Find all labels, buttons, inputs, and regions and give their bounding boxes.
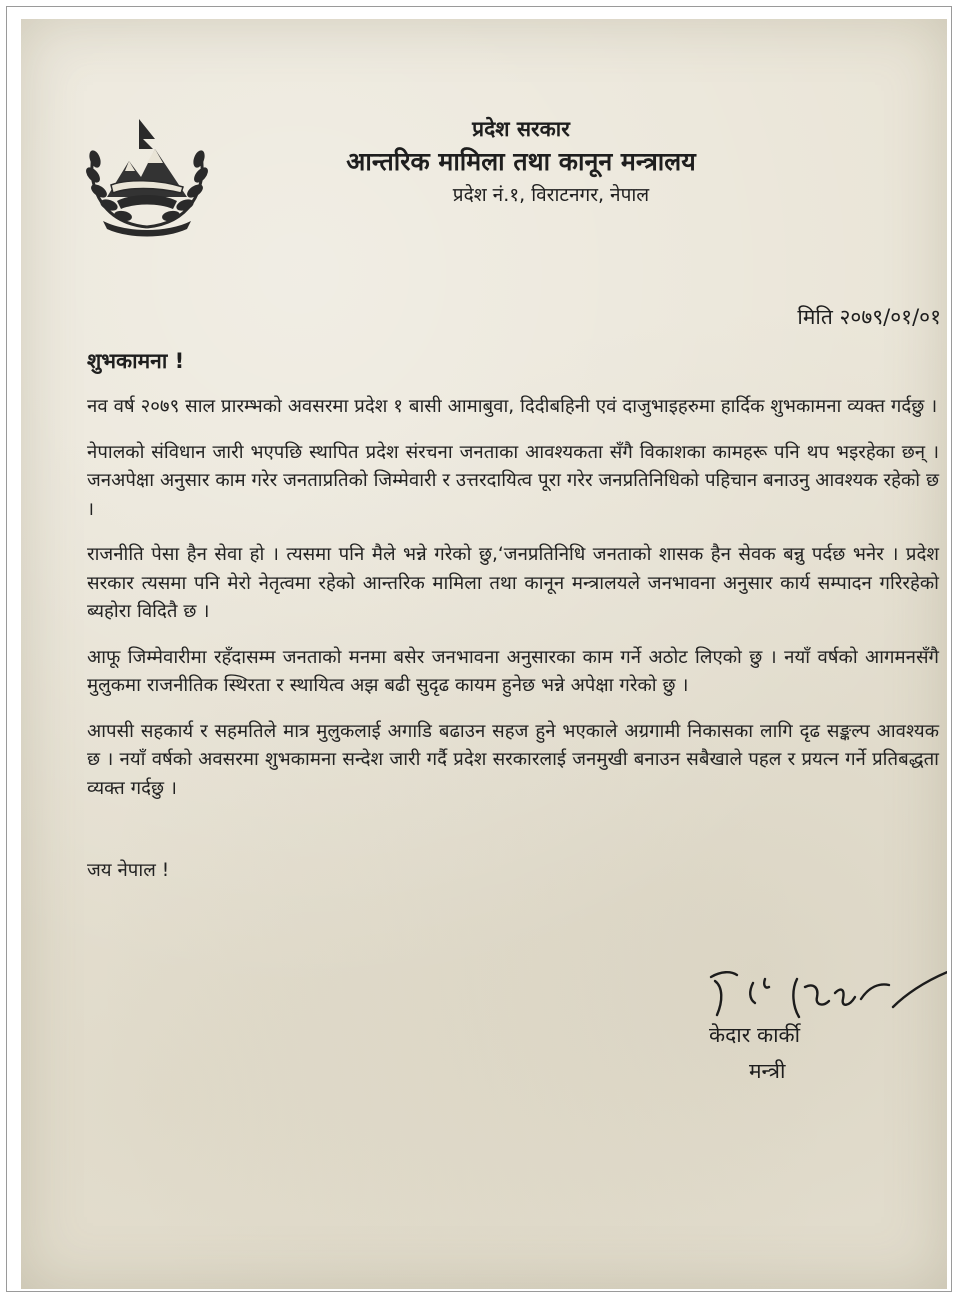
body-paragraph: नेपालको संविधान जारी भएपछि स्थापित प्रदेश संरचना जनताका आवश्यकता सँगै विकाशका कामहरू पनि थप भइरहेका छन् । जनअपेक्षा अनुसार काम गरेर जनताप्रतिको जिम्मेवारी र उत्तरदायित्व पूरा गरेर जनप्रतिनिधिको पहिचान बनाउनु आवश्यक रहेको छ । [87, 441, 940, 520]
signer-name: केदार कार्की [709, 1023, 801, 1047]
letterhead-address: प्रदेश नं.१, विराटनगर, नेपाल [452, 184, 650, 206]
letter-date: मिति २०७९/०१/०१ [797, 305, 941, 329]
body-paragraph: आफू जिम्मेवारीमा रहँदासम्म जनताको मनमा बसेर जनभावना अनुसारका काम गर्ने अठोट लिएको छु । नयाँ वर्षको आगमनसँगै मुलुकमा राजनीतिक स्थिरता र स्थायित्व अझ बढी सुदृढ कायम हुनेछ भन्ने अपेक्षा गरेको छु । [87, 646, 939, 696]
letter-body [87, 393, 939, 820]
closing-line: जय नेपाल ! [87, 860, 170, 881]
greeting-heading: शुभकामना ! [87, 349, 185, 373]
body-paragraph: राजनीति पेसा हैन सेवा हो । त्यसमा पनि मैले भन्ने गरेको छु,‘जनप्रतिनिधि जनताको शासक हैन सेवक बन्नु पर्दछ भनेर । प्रदेश सरकार त्यसमा पनि मेरो नेतृत्वमा रहेको आन्तरिक मामिला तथा कानून मन्त्रालयले जनभावना अनुसार कार्य सम्पादन गरिरहेको ब्यहोरा विदितै छ । [87, 544, 939, 622]
letterhead-government: प्रदेश सरकार [472, 117, 570, 141]
body-paragraph: नव वर्ष २०७९ साल प्रारम्भको अवसरमा प्रदेश १ बासी आमाबुवा, दिदीबहिनी एवं दाजुभाइहरुमा हार्दिक शुभकामना व्यक्त गर्दछु । [87, 396, 938, 417]
signer-block [709, 1019, 909, 1087]
letterhead [261, 115, 781, 209]
photo-frame [6, 6, 952, 1292]
nepal-emblem-icon [77, 109, 217, 239]
letter-paper [21, 19, 947, 1289]
body-paragraph: आपसी सहकार्य र सहमतिले मात्र मुलुकलाई अगाडि बढाउन सहज हुने भएकाले अग्रगामी निकासका लागि दृढ सङ्कल्प आवश्यक छ । नयाँ वर्षको अवसरमा शुभकामना सन्देश जारी गर्दै प्रदेश सरकारलाई जनमुखी बनाउन सबैखाले पहल र प्रयत्न गर्ने प्रतिबद्धता व्यक्त गर्दछु । [87, 720, 939, 799]
signer-role: मन्त्री [749, 1059, 786, 1083]
letterhead-ministry: आन्तरिक मामिला तथा कानून मन्त्रालय [346, 147, 696, 176]
